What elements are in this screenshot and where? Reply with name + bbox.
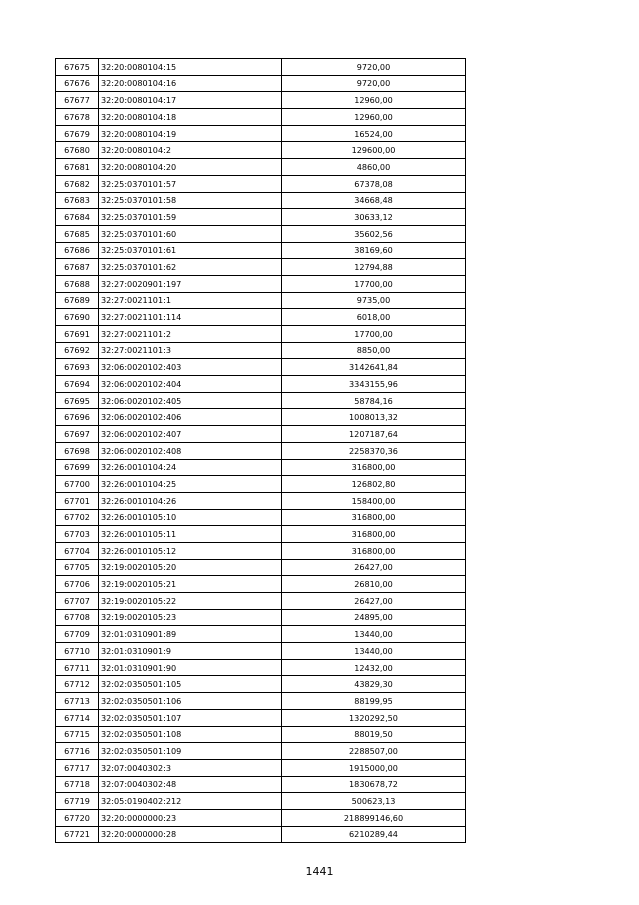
cadastral-value-cell: 34668,48 [282, 192, 466, 209]
cadastral-value-cell: 316800,00 [282, 459, 466, 476]
table-row [56, 275, 466, 292]
cadastral-value-table [55, 58, 466, 843]
cadastral-value-cell: 6018,00 [282, 309, 466, 326]
table-row [56, 409, 466, 426]
cadastral-value-cell: 13440,00 [282, 643, 466, 660]
cadastral-value-cell: 1830678,72 [282, 776, 466, 793]
row-id-cell: 67702 [56, 509, 99, 526]
row-id-cell: 67721 [56, 826, 99, 843]
cadastral-number-cell: 32:01:0310901:9 [99, 643, 282, 660]
row-id-cell: 67680 [56, 142, 99, 159]
row-id-cell: 67687 [56, 259, 99, 276]
table-row [56, 509, 466, 526]
cadastral-number-cell: 32:20:0000000:23 [99, 809, 282, 826]
table-row [56, 92, 466, 109]
cadastral-value-cell: 24895,00 [282, 609, 466, 626]
cadastral-number-cell: 32:06:0020102:408 [99, 442, 282, 459]
table-row [56, 326, 466, 343]
table-row [56, 125, 466, 142]
cadastral-number-cell: 32:20:0080104:18 [99, 109, 282, 126]
cadastral-value-cell: 17700,00 [282, 275, 466, 292]
cadastral-value-cell: 4860,00 [282, 159, 466, 176]
cadastral-value-cell: 1320292,50 [282, 709, 466, 726]
cadastral-value-cell: 43829,30 [282, 676, 466, 693]
cadastral-number-cell: 32:02:0350501:107 [99, 709, 282, 726]
row-id-cell: 67696 [56, 409, 99, 426]
table-row [56, 526, 466, 543]
row-id-cell: 67678 [56, 109, 99, 126]
cadastral-number-cell: 32:02:0350501:109 [99, 743, 282, 760]
row-id-cell: 67675 [56, 59, 99, 76]
cadastral-number-cell: 32:19:0020105:23 [99, 609, 282, 626]
cadastral-value-cell: 316800,00 [282, 542, 466, 559]
cadastral-number-cell: 32:26:0010104:26 [99, 492, 282, 509]
cadastral-value-cell: 30633,12 [282, 209, 466, 226]
row-id-cell: 67690 [56, 309, 99, 326]
table-row [56, 59, 466, 76]
row-id-cell: 67699 [56, 459, 99, 476]
row-id-cell: 67677 [56, 92, 99, 109]
cadastral-value-cell: 17700,00 [282, 326, 466, 343]
row-id-cell: 67719 [56, 793, 99, 810]
table-row [56, 459, 466, 476]
table-row [56, 426, 466, 443]
table-row [56, 676, 466, 693]
row-id-cell: 67720 [56, 809, 99, 826]
row-id-cell: 67717 [56, 759, 99, 776]
table-row [56, 192, 466, 209]
row-id-cell: 67683 [56, 192, 99, 209]
row-id-cell: 67712 [56, 676, 99, 693]
row-id-cell: 67686 [56, 242, 99, 259]
cadastral-number-cell: 32:02:0350501:106 [99, 693, 282, 710]
cadastral-value-cell: 158400,00 [282, 492, 466, 509]
cadastral-number-cell: 32:26:0010104:25 [99, 476, 282, 493]
table-row [56, 576, 466, 593]
table-row [56, 442, 466, 459]
cadastral-number-cell: 32:27:0020901:197 [99, 275, 282, 292]
cadastral-value-cell: 2288507,00 [282, 743, 466, 760]
cadastral-number-cell: 32:06:0020102:407 [99, 426, 282, 443]
row-id-cell: 67709 [56, 626, 99, 643]
cadastral-value-cell: 16524,00 [282, 125, 466, 142]
row-id-cell: 67681 [56, 159, 99, 176]
table-row [56, 75, 466, 92]
cadastral-value-cell: 129600,00 [282, 142, 466, 159]
row-id-cell: 67698 [56, 442, 99, 459]
table-row [56, 476, 466, 493]
cadastral-number-cell: 32:01:0310901:89 [99, 626, 282, 643]
table-row [56, 359, 466, 376]
row-id-cell: 67689 [56, 292, 99, 309]
cadastral-value-cell: 1008013,32 [282, 409, 466, 426]
table-row [56, 826, 466, 843]
table-row [56, 342, 466, 359]
cadastral-value-cell: 35602,56 [282, 225, 466, 242]
table-row [56, 559, 466, 576]
cadastral-number-cell: 32:25:0370101:59 [99, 209, 282, 226]
table-row [56, 542, 466, 559]
row-id-cell: 67711 [56, 659, 99, 676]
cadastral-number-cell: 32:20:0080104:19 [99, 125, 282, 142]
cadastral-value-cell: 67378,08 [282, 175, 466, 192]
row-id-cell: 67706 [56, 576, 99, 593]
row-id-cell: 67708 [56, 609, 99, 626]
cadastral-value-cell: 88199,95 [282, 693, 466, 710]
row-id-cell: 67695 [56, 392, 99, 409]
row-id-cell: 67685 [56, 225, 99, 242]
table-row [56, 809, 466, 826]
row-id-cell: 67716 [56, 743, 99, 760]
cadastral-value-cell: 6210289,44 [282, 826, 466, 843]
cadastral-value-cell: 218899146,60 [282, 809, 466, 826]
row-id-cell: 67700 [56, 476, 99, 493]
row-id-cell: 67707 [56, 593, 99, 610]
cadastral-value-cell: 3142641,84 [282, 359, 466, 376]
cadastral-number-cell: 32:20:0080104:17 [99, 92, 282, 109]
table-row [56, 593, 466, 610]
cadastral-value-cell: 126802,80 [282, 476, 466, 493]
cadastral-number-cell: 32:25:0370101:57 [99, 175, 282, 192]
cadastral-value-cell: 13440,00 [282, 626, 466, 643]
cadastral-number-cell: 32:25:0370101:61 [99, 242, 282, 259]
table-row [56, 776, 466, 793]
table-row [56, 159, 466, 176]
cadastral-number-cell: 32:02:0350501:105 [99, 676, 282, 693]
row-id-cell: 67691 [56, 326, 99, 343]
cadastral-value-cell: 12432,00 [282, 659, 466, 676]
cadastral-value-cell: 26810,00 [282, 576, 466, 593]
table-row [56, 609, 466, 626]
cadastral-number-cell: 32:07:0040302:48 [99, 776, 282, 793]
cadastral-number-cell: 32:01:0310901:90 [99, 659, 282, 676]
cadastral-number-cell: 32:19:0020105:22 [99, 593, 282, 610]
table-body [56, 59, 466, 843]
cadastral-value-cell: 316800,00 [282, 526, 466, 543]
row-id-cell: 67692 [56, 342, 99, 359]
table-row [56, 659, 466, 676]
table-row [56, 793, 466, 810]
cadastral-value-cell: 9720,00 [282, 75, 466, 92]
row-id-cell: 67705 [56, 559, 99, 576]
cadastral-number-cell: 32:26:0010105:11 [99, 526, 282, 543]
cadastral-number-cell: 32:26:0010104:24 [99, 459, 282, 476]
cadastral-value-cell: 12960,00 [282, 109, 466, 126]
cadastral-number-cell: 32:20:0080104:20 [99, 159, 282, 176]
cadastral-number-cell: 32:06:0020102:403 [99, 359, 282, 376]
cadastral-value-cell: 8850,00 [282, 342, 466, 359]
cadastral-number-cell: 32:06:0020102:404 [99, 376, 282, 393]
row-id-cell: 67679 [56, 125, 99, 142]
cadastral-number-cell: 32:26:0010105:10 [99, 509, 282, 526]
cadastral-value-cell: 12960,00 [282, 92, 466, 109]
cadastral-number-cell: 32:25:0370101:62 [99, 259, 282, 276]
row-id-cell: 67714 [56, 709, 99, 726]
cadastral-number-cell: 32:20:0080104:15 [99, 59, 282, 76]
row-id-cell: 67718 [56, 776, 99, 793]
row-id-cell: 67693 [56, 359, 99, 376]
row-id-cell: 67694 [56, 376, 99, 393]
cadastral-value-cell: 26427,00 [282, 593, 466, 610]
table-row [56, 643, 466, 660]
cadastral-number-cell: 32:27:0021101:2 [99, 326, 282, 343]
cadastral-value-cell: 3343155,96 [282, 376, 466, 393]
table-row [56, 726, 466, 743]
table-row [56, 376, 466, 393]
row-id-cell: 67684 [56, 209, 99, 226]
row-id-cell: 67676 [56, 75, 99, 92]
cadastral-number-cell: 32:19:0020105:20 [99, 559, 282, 576]
cadastral-number-cell: 32:27:0021101:3 [99, 342, 282, 359]
table-row [56, 175, 466, 192]
cadastral-number-cell: 32:02:0350501:108 [99, 726, 282, 743]
row-id-cell: 67713 [56, 693, 99, 710]
table-row [56, 309, 466, 326]
cadastral-number-cell: 32:05:0190402:212 [99, 793, 282, 810]
cadastral-number-cell: 32:26:0010105:12 [99, 542, 282, 559]
cadastral-number-cell: 32:20:0080104:16 [99, 75, 282, 92]
cadastral-number-cell: 32:27:0021101:114 [99, 309, 282, 326]
cadastral-value-cell: 9720,00 [282, 59, 466, 76]
cadastral-value-cell: 58784,16 [282, 392, 466, 409]
cadastral-number-cell: 32:25:0370101:58 [99, 192, 282, 209]
row-id-cell: 67715 [56, 726, 99, 743]
table-row [56, 392, 466, 409]
table-row [56, 242, 466, 259]
cadastral-number-cell: 32:20:0000000:28 [99, 826, 282, 843]
cadastral-value-cell: 1207187,64 [282, 426, 466, 443]
table-row [56, 259, 466, 276]
row-id-cell: 67688 [56, 275, 99, 292]
cadastral-number-cell: 32:06:0020102:405 [99, 392, 282, 409]
row-id-cell: 67703 [56, 526, 99, 543]
table-row [56, 209, 466, 226]
table-row [56, 759, 466, 776]
cadastral-value-cell: 2258370,36 [282, 442, 466, 459]
cadastral-value-cell: 9735,00 [282, 292, 466, 309]
cadastral-value-cell: 1915000,00 [282, 759, 466, 776]
cadastral-number-cell: 32:06:0020102:406 [99, 409, 282, 426]
table-row [56, 709, 466, 726]
row-id-cell: 67704 [56, 542, 99, 559]
cadastral-value-cell: 12794,88 [282, 259, 466, 276]
table-row [56, 626, 466, 643]
cadastral-number-cell: 32:27:0021101:1 [99, 292, 282, 309]
cadastral-number-cell: 32:19:0020105:21 [99, 576, 282, 593]
cadastral-value-cell: 316800,00 [282, 509, 466, 526]
row-id-cell: 67682 [56, 175, 99, 192]
table-row [56, 225, 466, 242]
cadastral-value-cell: 26427,00 [282, 559, 466, 576]
table-row [56, 142, 466, 159]
cadastral-number-cell: 32:20:0080104:2 [99, 142, 282, 159]
table-row [56, 292, 466, 309]
table-row [56, 743, 466, 760]
table-row [56, 693, 466, 710]
page-number: 1441 [305, 865, 334, 878]
cadastral-number-cell: 32:25:0370101:60 [99, 225, 282, 242]
table-row [56, 492, 466, 509]
row-id-cell: 67697 [56, 426, 99, 443]
cadastral-value-cell: 500623,13 [282, 793, 466, 810]
row-id-cell: 67701 [56, 492, 99, 509]
cadastral-value-cell: 38169,60 [282, 242, 466, 259]
cadastral-number-cell: 32:07:0040302:3 [99, 759, 282, 776]
cadastral-value-cell: 88019,50 [282, 726, 466, 743]
table-row [56, 109, 466, 126]
row-id-cell: 67710 [56, 643, 99, 660]
